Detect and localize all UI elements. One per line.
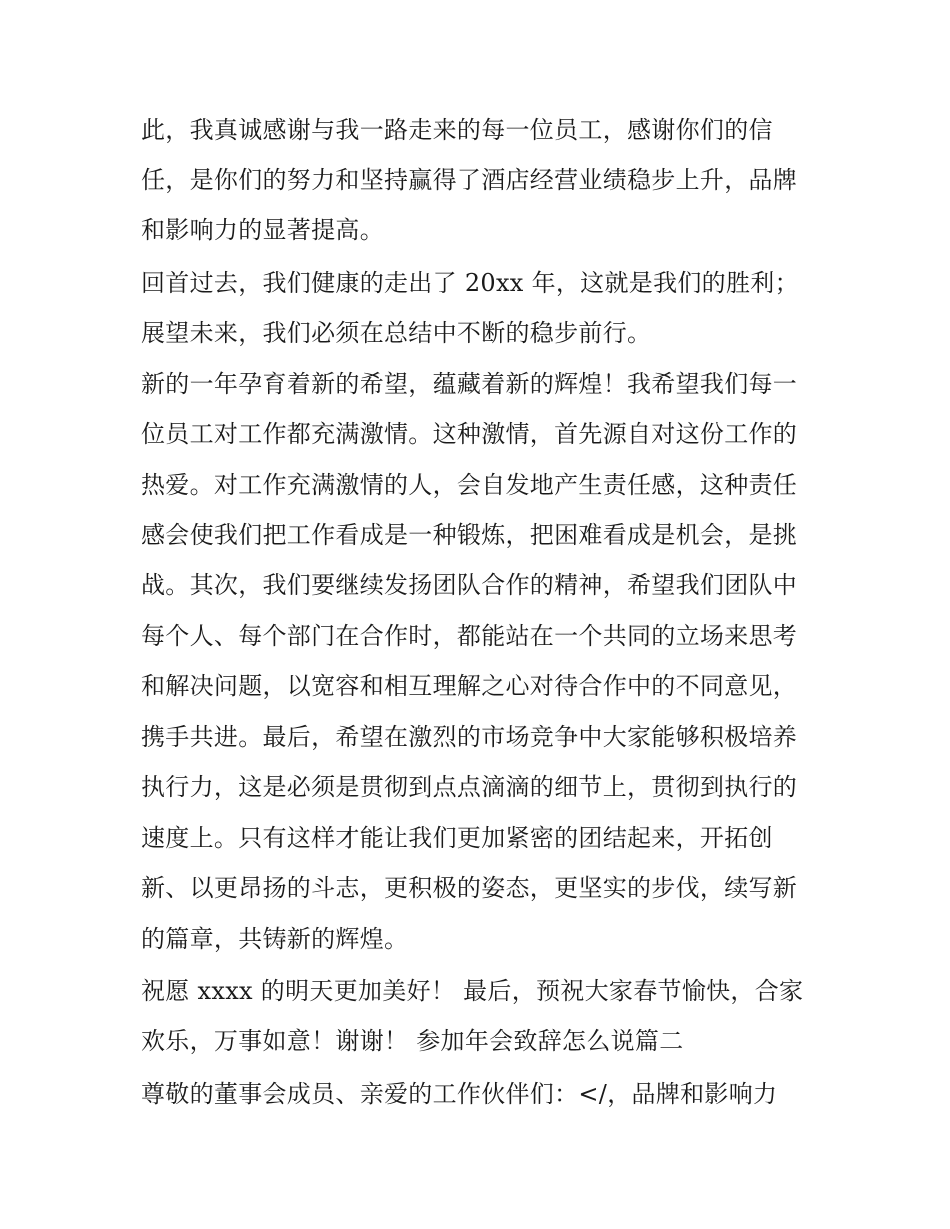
text-line: 新的一年孕育着新的希望，蕴藏着新的辉煌！我希望我们每一 [141, 370, 798, 398]
text-line: 和解决问题，以宽容和相互理解之心对待合作中的不同意见， [141, 672, 798, 700]
text-line: 欢乐，万事如意！谢谢！ 参加年会致辞怎么说篇二 [141, 1027, 684, 1055]
text-line: 战。其次，我们要继续发扬团队合作的精神，希望我们团队中 [141, 571, 798, 599]
text-line: 热爱。对工作充满激情的人，会自发地产生责任感，这种责任 [141, 471, 798, 499]
text-line: 回首过去，我们健康的走出了 20xx 年，这就是我们的胜利； [141, 269, 799, 297]
text-line: 携手共进。最后，希望在激烈的市场竞争中大家能够积极培养 [141, 723, 798, 751]
text-line: 的篇章，共铸新的辉煌。 [141, 925, 409, 953]
text-line: 尊敬的董事会成员、亲爱的工作伙伴们：</，品牌和影响力 [141, 1080, 778, 1108]
text-line: 位员工对工作都充满激情。这种激情，首先源自对这份工作的 [141, 420, 798, 448]
text-line: 此，我真诚感谢与我一路走来的每一位员工，感谢你们的信 [141, 116, 773, 144]
text-line: 祝愿 xxxx 的明天更加美好！ 最后，预祝大家春节愉快，合家 [141, 977, 804, 1005]
text-line: 和影响力的显著提高。 [141, 216, 384, 244]
text-line: 速度上。只有这样才能让我们更加紧密的团结起来，开拓创 [141, 824, 773, 852]
text-line: 感会使我们把工作看成是一种锻炼，把困难看成是机会，是挑 [141, 521, 798, 549]
text-line: 展望未来，我们必须在总结中不断的稳步前行。 [141, 319, 652, 347]
text-line: 任，是你们的努力和坚持赢得了酒店经营业绩稳步上升，品牌 [141, 166, 798, 194]
text-line: 新、以更昂扬的斗志，更积极的姿态，更坚实的步伐，续写新 [141, 874, 798, 902]
text-line: 执行力，这是必须是贯彻到点点滴滴的细节上，贯彻到执行的 [141, 773, 798, 801]
text-line: 每个人、每个部门在合作时，都能站在一个共同的立场来思考 [141, 622, 798, 650]
